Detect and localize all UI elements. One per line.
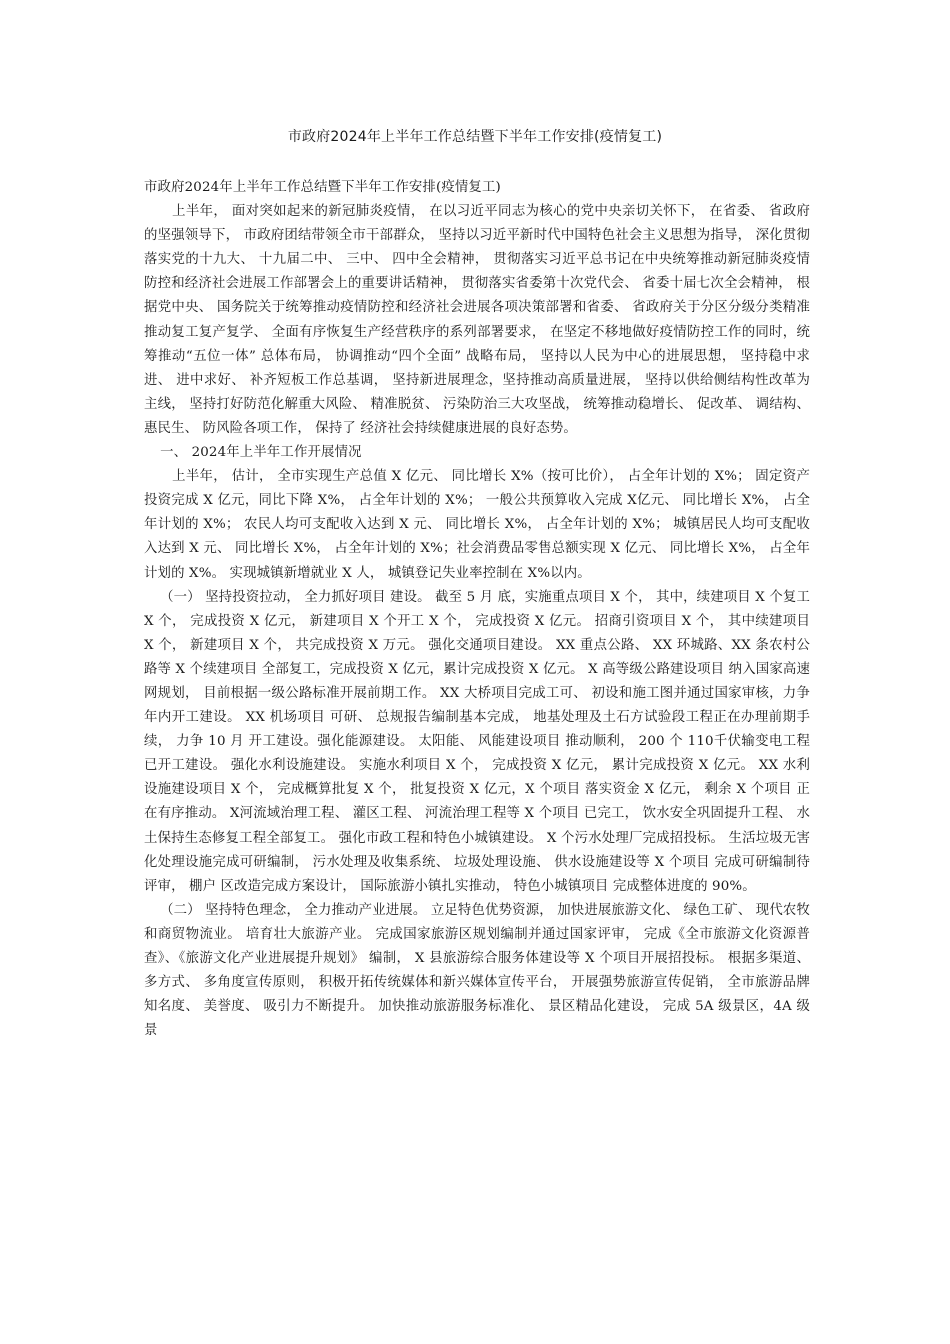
document-body (144, 176, 810, 1043)
industry-paragraph: （二） 坚持特色理念， 全力推动产业进展。 立足特色优势资源， 加快进展旅游文化、 绿色工矿、 现代农牧和商贸物流业。 培育壮大旅游产业。 完成国家旅游区规划编制并通过国家评审， 完成《全市旅游文化资源普查》、《旅游文化产业进展提升规划》 编制， X 县旅游综合服务体建设等 X 个项目开展招投标。 根据多渠道、 多方式、 多角度宣传原则， 积极开拓传统媒体和新兴媒体宣传平台， 开展强势旅游宣传促销， 全市旅游品牌知名度、 美誉度、 吸引力不断提升。 加快推动旅游服务标准化、 景区精品化建设， 完成 5A 级景区，4A 级景 (144, 902, 810, 1039)
section-heading: 一、 2024年上半年工作开展情况 (160, 445, 362, 461)
page-title: 市政府2024年上半年工作总结暨下半年工作安排(疫情复工) (287, 129, 663, 145)
intro-paragraph: 上半年， 面对突如起来的新冠肺炎疫情， 在以习近平同志为核心的党中央亲切关怀下， 在省委、 省政府的坚强领导下， 市政府团结带领全市干部群众， 坚持以习近平新时代中国特色社会主义思想为指导， 深化贯彻落实党的十九大、 十九届二中、 三中、 四中全会精神， 贯彻落实习近平总书记在中央统筹推动新冠肺炎疫情防控和经济社会进展工作部署会上的重要讲话精神， 贯彻落实省委第十次党代会、 省委十届七次全会精神， 根据党中央、 国务院关于统筹推动疫情防控和经济社会进展各项决策部署和省委、 省政府关于分区分级分类精准推动复工复产复学、 全面有序恢复生产经营秩序的系列部署要求， 在坚定不移地做好疫情防控工作的同时，统筹推动“五位一体” 总体布局， 协调推动“四个全面” 战略布局， 坚持以人民为中心的进展思想， 坚持稳中求进、 进中求好、 补齐短板工作总基调， 坚持新进展理念，坚持推动高质量进展， 坚持以供给侧结构性改革为主线， 坚持打好防范化解重大风险、 精准脱贫、 污染防治三大攻坚战， 统筹推动稳增长、 促改革、 调结构、 惠民生、 防风险各项工作， 保持了 经济社会持续健康进展的良好态势。 (144, 204, 810, 436)
summary-paragraph: 上半年， 估计， 全市实现生产总值 X 亿元、 同比增长 X%（按可比价）， 占全年计划的 X%； 固定资产投资完成 X 亿元，同比下降 X%， 占全年计划的 X%； 一般公共预算收入完成 X亿元、 同比增长 X%， 占全年计划的 X%； 农民人均可支配收入达到 X 元、 同比增长 X%， 占全年计划的 X%； 城镇居民人均可支配收入达到 X 元、 同比增长 X%， 占全年计划的 X%；社会消费品零售总额实现 X 亿元、 同比增长 X%， 占全年计划的 X%。 实现城镇新增就业 X 人， 城镇登记失业率控制在 X%以内。 (144, 469, 810, 581)
document-subtitle: 市政府2024年上半年工作总结暨下半年工作安排(疫情复工) (144, 180, 501, 195)
investment-paragraph: （一） 坚持投资拉动， 全力抓好项目 建设。 截至 5 月 底，实施重点项目 X 个， 其中，续建项目 X 个复工 X 个， 完成投资 X 亿元， 新建项目 X 个开工 X 个， 完成投资 X 亿元。 招商引资项目 X 个， 其中续建项目 X 个， 新建项目 X 个， 共完成投资 X 万元。 强化交通项目建设。 XX 重点公路、 XX 环城路、XX 条农村公路等 X 个续建项目 全部复工，完成投资 X 亿元，累计完成投资 X 亿元。 X 高等级公路建设项目 纳入国家高速网规划， 目前根据一级公路标准开展前期工作。 XX 大桥项目完成工可、 初设和施工图并通过国家审核，力争年内开工建设。 XX 机场项目 可研、 总规报告编制基本完成， 地基处理及土石方试验段工程正在办理前期手续， 力争 10 月 开工建设。强化能源建设。 太阳能、 风能建设项目 推动顺利， 200 个 110千伏输变电工程已开工建设。 强化水利设施建设。 实施水利项目 X 个， 完成投资 X 亿元， 累计完成投资 X 亿元。 XX 水利设施建设项目 X 个， 完成概算批复 X 个， 批复投资 X 亿元，X 个项目 落实资金 X 亿元， 剩余 X 个项目 正在有序推动。 X河流域治理工程、 灌区工程、 河流治理工程等 X 个项目 已完工， 饮水安全巩固提升工程、 水土保持生态修复工程全部复工。 强化市政工程和特色小城镇建设。 X 个污水处理厂完成招投标。 生活垃圾无害化处理设施完成可研编制， 污水处理及收集系统、 垃圾处理设施、 供水设施建设等 X 个项目 完成可研编制待评审， 棚户 区改造完成方案设计， 国际旅游小镇扎实推动， 特色小城镇项目 完成整体进度的 90%。 (144, 589, 810, 894)
